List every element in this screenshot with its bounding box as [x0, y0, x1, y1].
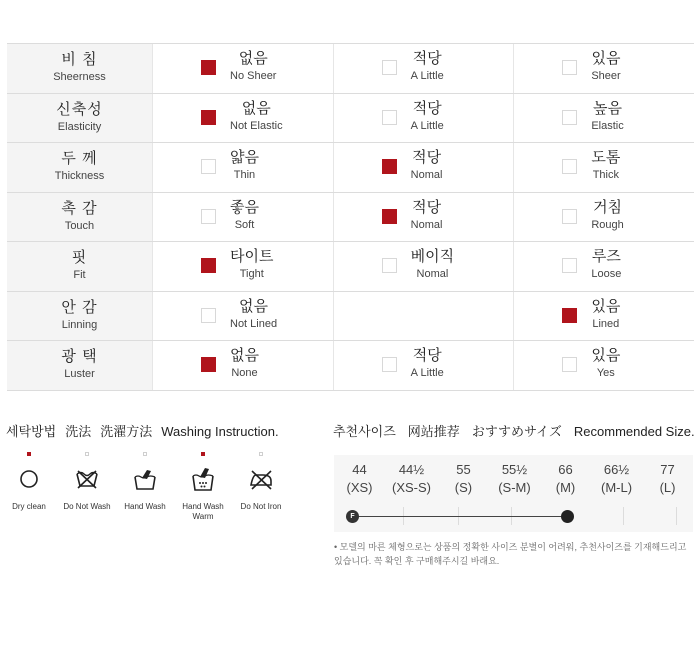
selection-mark	[85, 452, 89, 456]
option-ko: 베이직	[410, 248, 455, 265]
attribute-option-cell	[333, 242, 514, 291]
attribute-option-cell	[333, 292, 514, 341]
attribute-label-ko: 비 침	[61, 51, 98, 69]
attribute-option-cell	[513, 143, 694, 192]
option-ko: 적당	[412, 149, 442, 166]
attribute-option-cell	[513, 242, 694, 291]
size-range-end-marker	[561, 510, 574, 523]
option-text	[230, 247, 273, 282]
size-range-start-marker: F	[346, 510, 359, 523]
size-tick	[623, 507, 624, 525]
option-en: A Little	[410, 367, 444, 379]
option-text	[591, 99, 623, 134]
option-checkbox	[562, 308, 577, 323]
wash-label: Hand Wash	[124, 502, 166, 511]
attribute-label	[7, 341, 152, 390]
option-en: Lined	[592, 317, 620, 330]
option-text	[591, 247, 621, 282]
selection-mark	[201, 452, 205, 456]
option-en: A Little	[410, 70, 444, 82]
option-ko: 없음	[239, 297, 269, 315]
size-number: 77	[660, 462, 675, 477]
attribute-row	[7, 242, 694, 292]
attribute-row	[7, 341, 694, 391]
option-text	[411, 99, 444, 134]
option-text	[411, 198, 443, 233]
size-title-ko: 추천사이즈	[333, 424, 396, 439]
option-checkbox	[201, 209, 216, 224]
attribute-row	[7, 193, 694, 243]
do-not-iron-icon	[248, 466, 274, 492]
size-column	[489, 461, 540, 497]
washing-title-en: Washing Instruction.	[161, 424, 279, 439]
attribute-label-en: Sheerness	[53, 71, 106, 84]
washing-icons	[0, 452, 290, 522]
option-text	[591, 346, 620, 381]
option-text	[230, 346, 259, 381]
option-ko: 있음	[591, 347, 621, 364]
washing-title	[6, 421, 288, 440]
option-checkbox	[382, 60, 397, 75]
option-checkbox	[382, 110, 397, 125]
size-chart	[334, 455, 693, 532]
size-title-en: Recommended Size.	[573, 424, 695, 439]
attribute-option-cell	[513, 44, 694, 93]
size-column	[385, 461, 438, 497]
size-column	[591, 461, 642, 497]
option-ko: 있음	[591, 50, 621, 67]
attribute-label	[7, 94, 152, 143]
size-number: 66	[558, 462, 573, 477]
option-en: Sheer	[591, 70, 621, 82]
option-checkbox	[382, 209, 397, 224]
wash-label: Do Not Iron	[240, 502, 282, 511]
option-ko: 적당	[412, 198, 442, 216]
size-code: (M)	[555, 480, 576, 495]
option-checkbox	[562, 209, 577, 224]
attribute-label-en: Touch	[64, 219, 95, 232]
size-code: (L)	[659, 480, 676, 495]
attribute-option-cell	[333, 193, 514, 242]
washing-title-cn2: 洗濯方法	[100, 424, 153, 439]
size-labels	[334, 461, 693, 497]
attribute-label-ko: 촉 감	[61, 199, 98, 217]
option-checkbox	[201, 308, 216, 323]
size-title	[333, 421, 695, 440]
option-text	[591, 49, 620, 84]
washing-title-cn1: 洗法	[65, 424, 92, 439]
option-checkbox	[562, 110, 577, 125]
attribute-row	[7, 292, 694, 342]
option-ko: 얇음	[230, 149, 259, 166]
attribute-label-ko: 핏	[71, 249, 88, 267]
size-code: (S)	[454, 480, 473, 495]
option-checkbox	[562, 258, 577, 273]
attribute-label-en: Luster	[64, 368, 95, 381]
attribute-option-cell	[333, 44, 514, 93]
option-en: Not Lined	[230, 317, 278, 330]
wash-item-hand-wash	[116, 452, 174, 522]
attribute-option-cell	[152, 143, 333, 192]
option-ko: 없음	[238, 50, 268, 67]
option-checkbox	[562, 60, 577, 75]
option-ko: 도톰	[591, 149, 621, 166]
option-en: No Sheer	[230, 70, 277, 82]
option-ko: 좋음	[230, 198, 259, 216]
option-en: Tight	[239, 268, 264, 280]
option-ko: 루즈	[591, 248, 621, 265]
option-ko: 적당	[412, 50, 442, 67]
option-text	[230, 49, 276, 84]
size-note: • 모델의 마른 체형으로는 상품의 정확한 사이즈 분별이 어려워, 추천사이즈를 기재해드리고 있습니다. 꼭 확인 후 구매해주시길 바래요.	[334, 542, 687, 566]
wash-label: Dry clean	[12, 502, 46, 511]
attribute-option-cell	[513, 292, 694, 341]
attribute-label-ko: 안 감	[61, 298, 98, 316]
option-text	[230, 297, 277, 332]
size-title-jp: おすすめサイズ	[471, 424, 562, 439]
attribute-option-cell	[513, 193, 694, 242]
attribute-label	[7, 242, 152, 291]
option-checkbox	[201, 110, 216, 125]
attribute-option-cell	[513, 341, 694, 390]
option-ko: 없음	[241, 99, 271, 117]
option-en: Not Elastic	[230, 119, 283, 132]
size-number: 44½	[398, 462, 425, 477]
option-ko: 타이트	[230, 248, 274, 265]
size-title-cn: 网站推荐	[407, 424, 460, 439]
attribute-option-cell	[333, 94, 514, 143]
attribute-label-en: Fit	[73, 269, 86, 282]
option-text	[411, 247, 454, 282]
attribute-label-ko: 신축성	[56, 100, 103, 118]
wash-label: Hand Wash Warm	[182, 502, 224, 521]
selection-mark	[27, 452, 31, 456]
option-checkbox	[201, 357, 216, 372]
option-en: Yes	[596, 367, 615, 379]
wash-item-do-not-iron	[232, 452, 290, 522]
option-checkbox	[382, 258, 397, 273]
fabric-attribute-table	[7, 43, 694, 391]
option-ko: 적당	[412, 99, 442, 117]
option-checkbox	[382, 357, 397, 372]
option-en: Soft	[234, 218, 255, 231]
wash-item-dry-clean	[0, 452, 58, 522]
option-en: Nomal	[410, 169, 443, 181]
option-ko: 적당	[412, 347, 442, 364]
size-code: (M-L)	[600, 480, 633, 495]
attribute-option-cell	[152, 94, 333, 143]
size-number: 66½	[603, 462, 630, 477]
attribute-option-cell	[152, 242, 333, 291]
washing-title-ko: 세탁방법	[6, 424, 57, 439]
option-text	[230, 148, 259, 183]
attribute-option-cell	[513, 94, 694, 143]
option-en: Nomal	[410, 218, 443, 231]
attribute-row	[7, 143, 694, 193]
option-checkbox	[201, 258, 216, 273]
option-checkbox	[201, 159, 216, 174]
size-column	[642, 461, 693, 497]
option-text	[230, 198, 259, 233]
option-ko: 있음	[591, 297, 621, 315]
attribute-label-en: Linning	[61, 318, 98, 331]
option-checkbox	[562, 159, 577, 174]
option-text	[411, 148, 443, 183]
attribute-label	[7, 193, 152, 242]
size-number: 55½	[501, 462, 528, 477]
option-text	[411, 346, 444, 381]
attribute-option-cell	[333, 143, 514, 192]
size-column	[438, 461, 489, 497]
size-code: (S-M)	[498, 480, 531, 495]
wash-item-hand-wash-warm	[174, 452, 232, 522]
size-code: (XS)	[346, 480, 373, 495]
attribute-option-cell	[333, 341, 514, 390]
size-column	[540, 461, 591, 497]
size-code: (XS-S)	[391, 480, 431, 495]
size-number: 55	[456, 462, 471, 477]
attribute-option-cell	[152, 193, 333, 242]
option-en: Thin	[233, 169, 256, 181]
size-range-line	[352, 516, 568, 517]
size-column	[334, 461, 385, 497]
option-en: None	[231, 367, 258, 379]
size-number: 44	[352, 462, 367, 477]
option-text	[591, 198, 623, 233]
attribute-label	[7, 44, 152, 93]
attribute-label-en: Thickness	[54, 170, 105, 183]
option-en: Thick	[592, 169, 619, 181]
attribute-row	[7, 94, 694, 144]
size-tick	[676, 507, 677, 525]
selection-mark	[259, 452, 263, 456]
dry-clean-icon	[16, 466, 42, 492]
attribute-label	[7, 143, 152, 192]
attribute-row	[7, 44, 694, 94]
attribute-option-cell	[152, 44, 333, 93]
option-text	[591, 148, 620, 183]
hand-wash-icon	[132, 466, 158, 492]
option-en: A Little	[410, 119, 444, 132]
option-text	[591, 297, 620, 332]
option-en: Nomal	[416, 268, 449, 280]
wash-item-do-not-wash	[58, 452, 116, 522]
option-ko: 높음	[593, 99, 623, 117]
hand-wash-warm-icon	[190, 466, 216, 492]
attribute-label	[7, 292, 152, 341]
attribute-option-cell	[152, 292, 333, 341]
option-checkbox	[201, 60, 216, 75]
option-ko: 거침	[593, 198, 623, 216]
attribute-label-en: Elasticity	[57, 120, 102, 133]
option-text	[411, 49, 444, 84]
option-checkbox	[382, 159, 397, 174]
option-en: Loose	[591, 268, 622, 280]
wash-label: Do Not Wash	[63, 502, 111, 511]
option-text	[230, 99, 283, 134]
size-range-track	[334, 503, 693, 523]
selection-mark	[143, 452, 147, 456]
attribute-label-ko: 광 택	[61, 348, 98, 366]
option-ko: 없음	[230, 347, 259, 364]
option-en: Rough	[591, 218, 624, 231]
option-en: Elastic	[591, 119, 624, 132]
option-checkbox	[562, 357, 577, 372]
do-not-wash-icon	[74, 466, 100, 492]
attribute-option-cell	[152, 341, 333, 390]
attribute-label-ko: 두 께	[61, 150, 98, 168]
